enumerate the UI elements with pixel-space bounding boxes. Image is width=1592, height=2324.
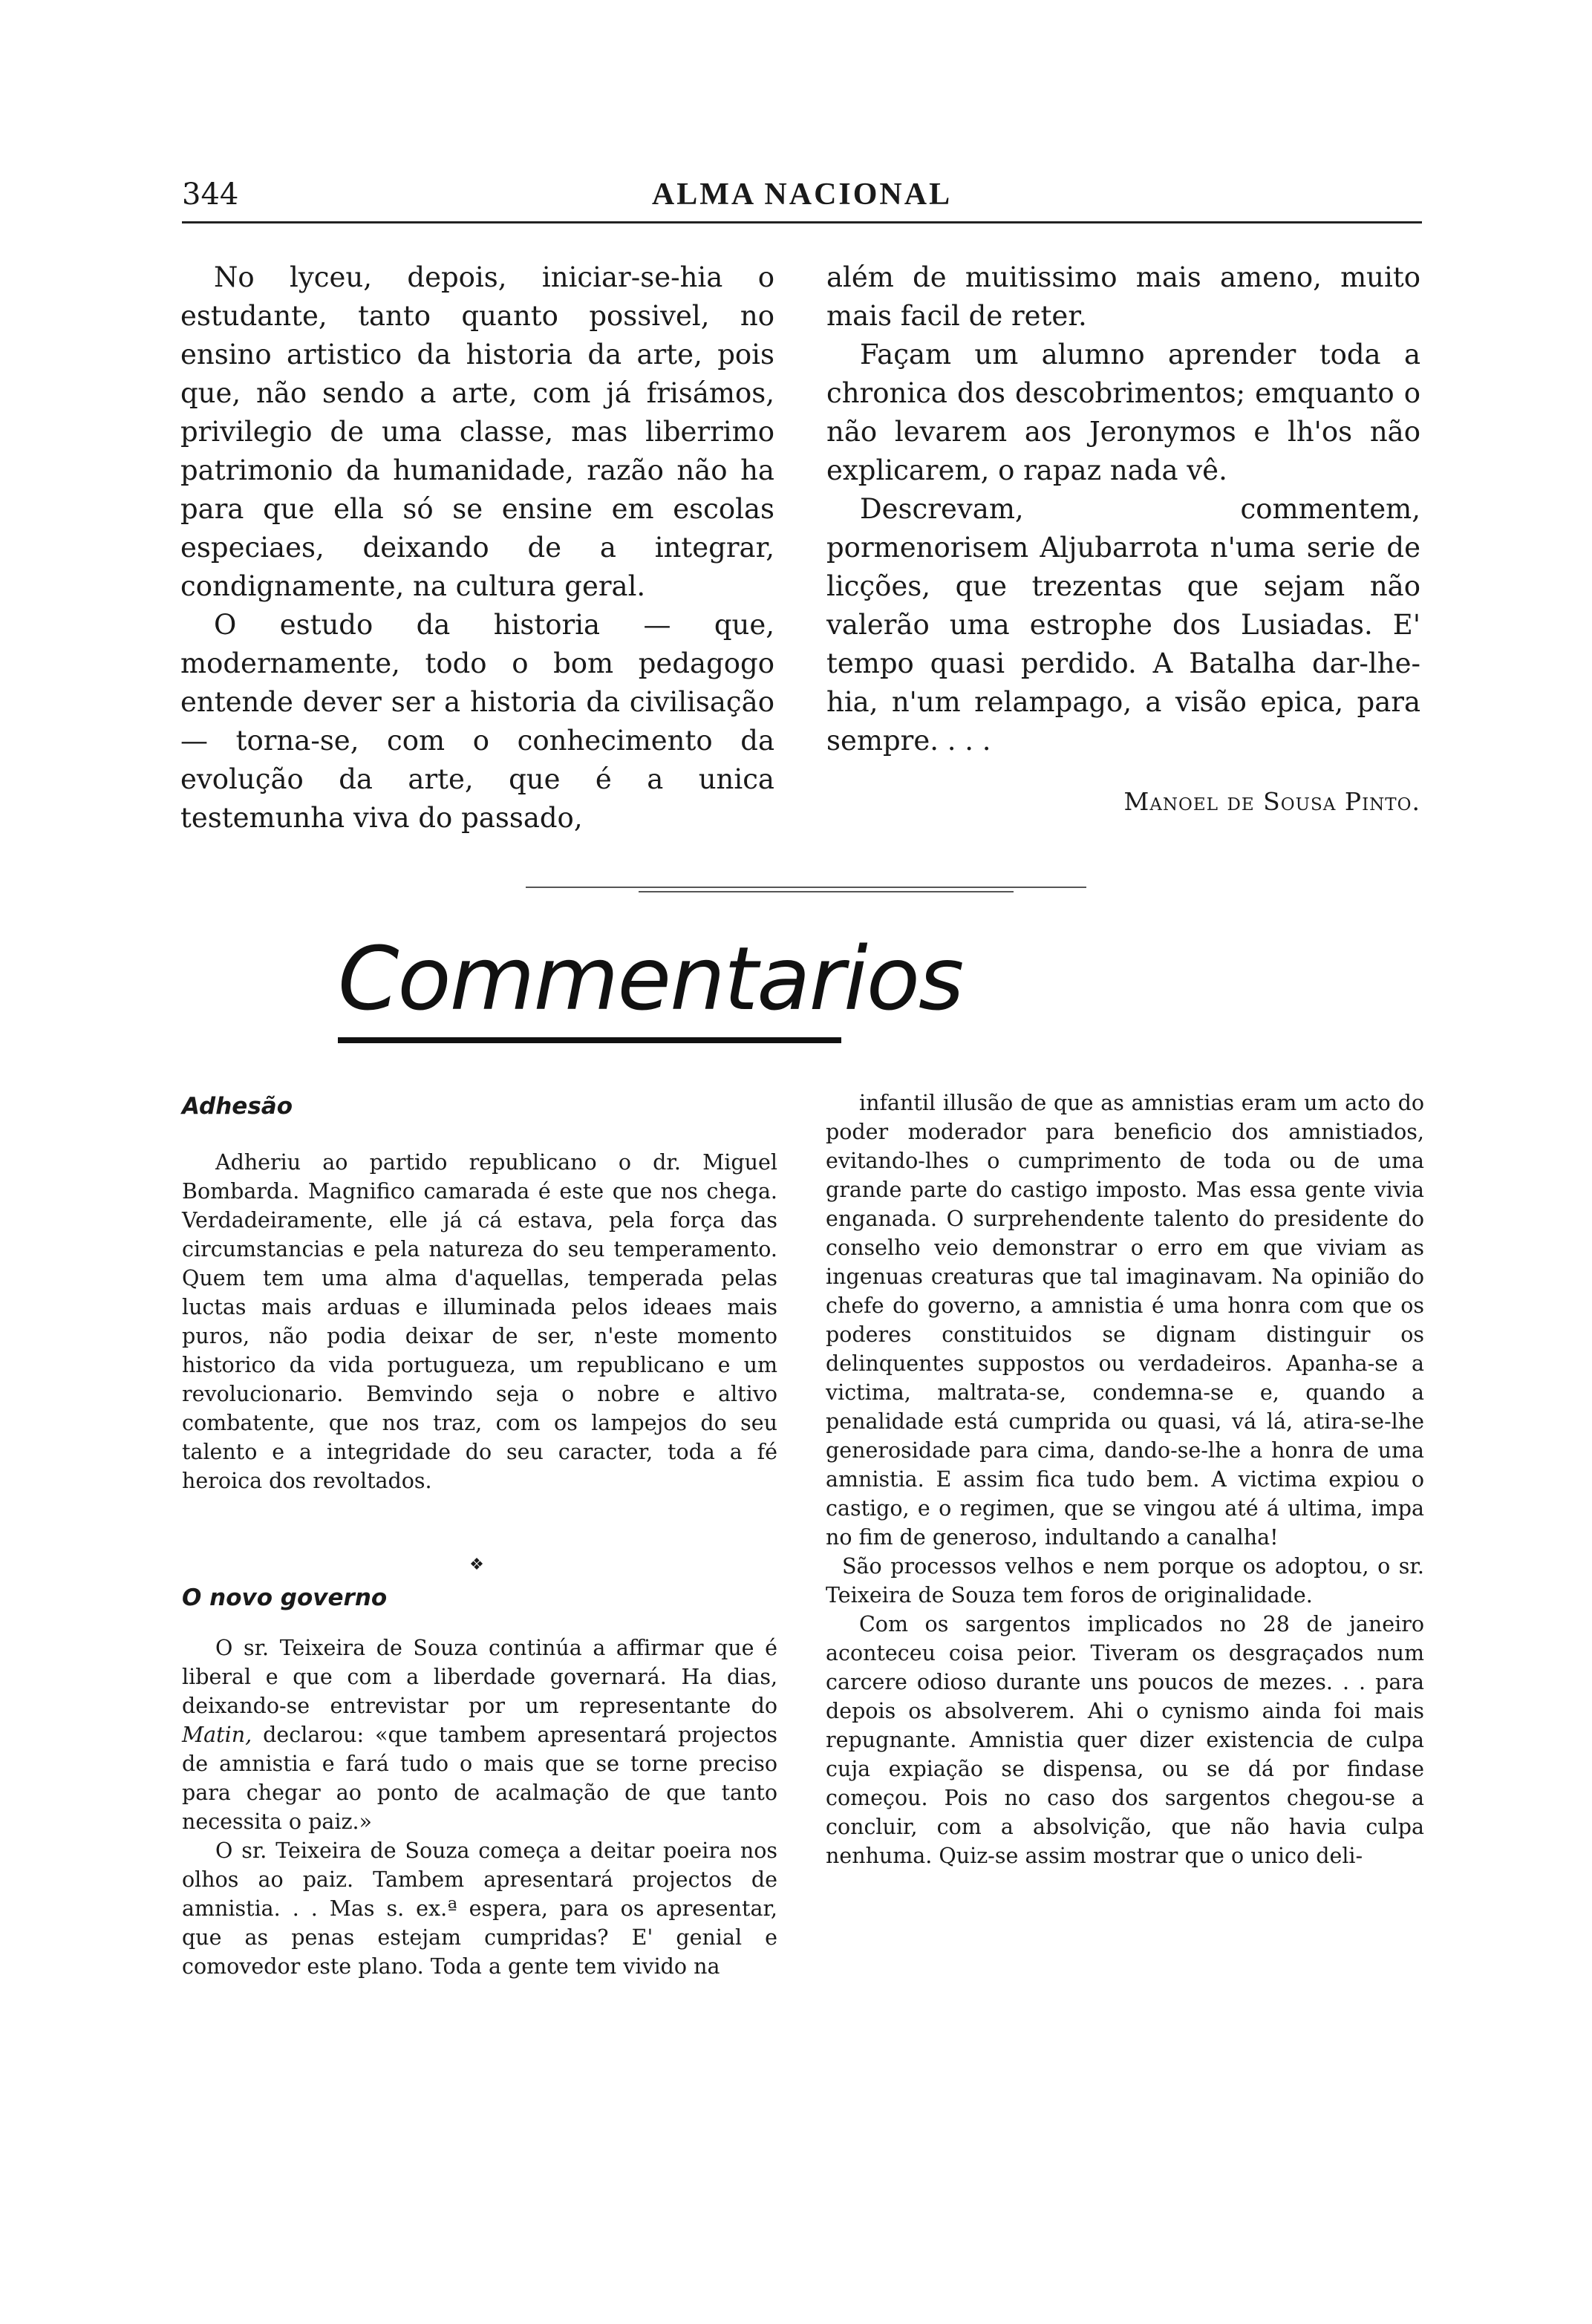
novo-governo-paragraph: O sr. Teixeira de Souza começa a deitar poeira nos olhos ao paiz. Tambem apresentará projectos de amnistia. . . Mas s. ex.ª espera, para os apresentar, que as penas estejam cumpridas? E' genial e comovedor este plano. Toda a gente tem vivido na bbox=[182, 1838, 777, 1979]
novo-governo-paragraph bbox=[182, 1633, 777, 1836]
novo-governo-paragraph: Com os sargentos implicados no 28 de janeiro aconteceu coisa peior. Tiveram os desgraçados num carcere odioso durante uns poucos de mezes. . . para depois os absolverem. Ahi o cynismo ainda foi mais repugnante. Amnistia quer dizer existencia de culpa cuja expiação se dispensa, ou se dá por findase começou. Pois no caso dos sargentos chegou-se a concluir, com a absolvição, que não havia culpa nenhuma. Quiz-se assim mostrar que o unico deli- bbox=[826, 1612, 1424, 1868]
adhesao-column bbox=[182, 1148, 777, 1495]
section-divider-short bbox=[639, 891, 1014, 892]
subheading-adhesao: Adhesão bbox=[182, 1093, 293, 1120]
article-paragraph: Descrevam, commentem, pormenorisem Aljubarrota n'uma serie de licções, que trezentas que sejam não valerão uma estrophe dos Lusiadas. E' tempo quasi perdido. A Batalha dar-lhe-hia, n'um relampago, a visão epica, para sempre. . . . bbox=[826, 493, 1420, 757]
adhesao-paragraph: Adheriu ao partido republicano o dr. Miguel Bombarda. Magnifico camarada é este que nos chega. Verdadeiramente, elle já cá estava, pela força das circumstancias e pela natureza do seu temperamento. Quem tem uma alma d'aquellas, temperada pelas luctas mais arduas e illuminada pelos ideaes mais puros, não podia deixar de ser, n'este momento historico da vida portugueza, um republicano e um revolucionario. Bemvindo seja o nobre e altivo combatente, que nos traz, com os lampejos do seu talento e a integridade do seu caracter, toda a fé heroica dos revoltados. bbox=[182, 1150, 777, 1493]
subheading-novo-governo: O novo governo bbox=[182, 1584, 388, 1611]
text-run: declarou: «que tambem apresentará projectos de amnistia e fará tudo o mais que se torne preciso para chegar ao ponto de acalmação de que tanto necessita o paiz.» bbox=[182, 1723, 777, 1834]
article-column-right bbox=[826, 258, 1420, 760]
novo-governo-paragraph: São processos velhos e nem porque os adoptou, o sr. Teixeira de Souza tem foros de originalidade. bbox=[826, 1554, 1424, 1607]
running-header bbox=[182, 172, 1422, 223]
ornament-icon: ❖ bbox=[469, 1556, 484, 1574]
journal-title: ALMA NACIONAL bbox=[651, 177, 953, 212]
newspaper-name: Matin, bbox=[182, 1723, 252, 1747]
article-paragraph: Façam um alumno aprender toda a chronica dos descobrimentos; emquanto o não levarem aos Jeronymos e lh'os não explicarem, o rapaz nada vê. bbox=[826, 339, 1420, 486]
text-run: O sr. Teixeira de Souza continúa a affirmar que é liberal e que com a liberdade governará. Ha dias, deixando-se entrevistar por um representante do bbox=[182, 1636, 777, 1718]
section-title-underline bbox=[338, 1037, 841, 1043]
section-divider bbox=[526, 887, 1086, 888]
novo-governo-column-left bbox=[182, 1633, 777, 1981]
article-column-left bbox=[180, 258, 774, 838]
article-paragraph: O estudo da historia — que, modernamente, todo o bom pedagogo entende dever ser a historia da civilisação — torna-se, com o conhecimento da evolução da arte, que é a unica testemunha viva do passado, bbox=[180, 609, 774, 834]
novo-governo-column-right bbox=[826, 1088, 1424, 1870]
section-title: Commentarios bbox=[338, 927, 963, 1030]
novo-governo-continuation: infantil illusão de que as amnistias eram um acto do poder moderador para beneficio dos amnistiados, evitando-lhes o cumprimento de toda ou de uma grande parte do castigo imposto. Mas essa gente vivia enganada. O surprehendente talento do presidente do conselho veio demonstrar o erro em que viviam as ingenuas creaturas que tal imaginavam. Na opinião do chefe do governo, a amnistia é uma honra com que os poderes constituidos se dignam distinguir os delinquentes suppostos ou verdadeiros. Apanha-se a victima, maltrata-se, condemna-se e, quando a penalidade está cumprida ou quasi, vá lá, atira-se-lhe generosidade para cima, dando-se-lhe a honra de uma amnistia. E assim fica tudo bem. A victima expiou o castigo, e o regimen, que se vingou até á ultima, impa no fim de generoso, indultando a canalha! bbox=[826, 1091, 1424, 1550]
author-signature: Manoel de Sousa Pinto. bbox=[1123, 787, 1420, 816]
article-continuation: além de muitissimo mais ameno, muito mais facil de reter. bbox=[826, 261, 1420, 332]
article-paragraph: No lyceu, depois, iniciar-se-hia o estudante, tanto quanto possivel, no ensino artistico da historia da arte, pois que, não sendo a arte, com já frisámos, privilegio de uma classe, mas liberrimo patrimonio da humanidade, razão não ha para que ella só se ensine em escolas especiaes, deixando de a integrar, condignamente, na cultura geral. bbox=[180, 261, 774, 602]
page-number: 344 bbox=[182, 177, 239, 212]
